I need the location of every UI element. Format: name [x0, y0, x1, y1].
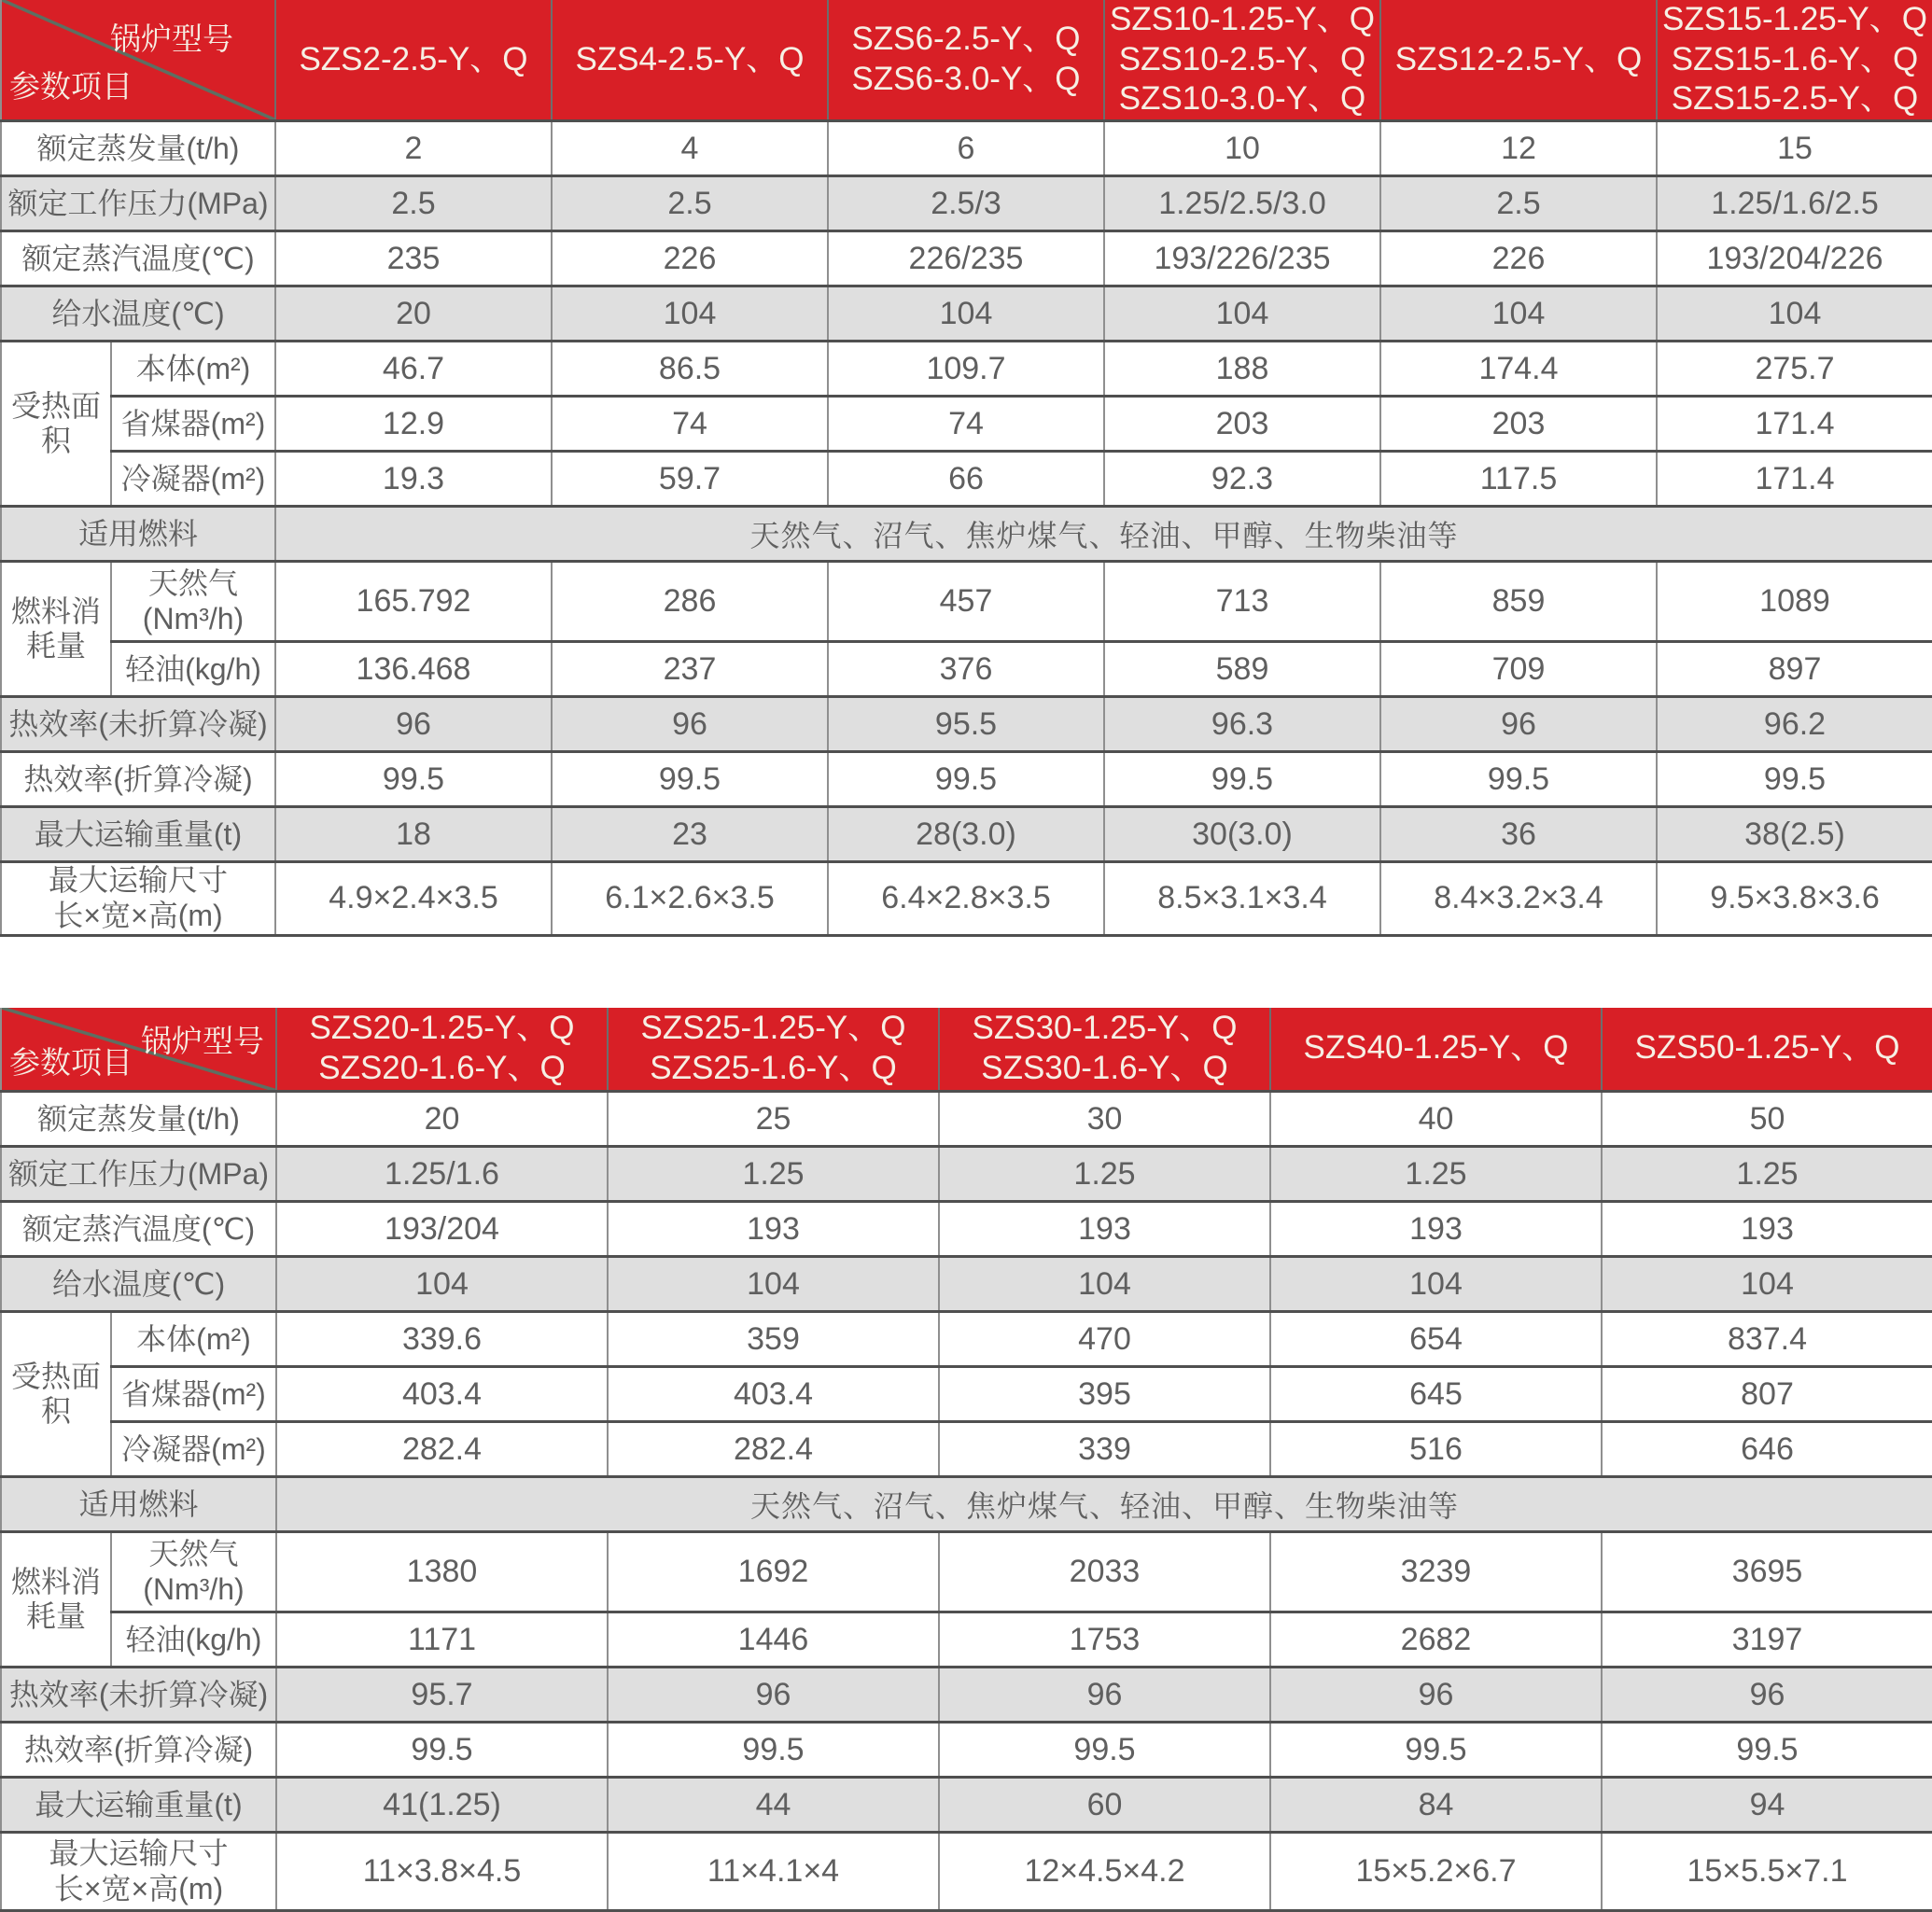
- param-label: [1, 1833, 276, 1911]
- value-cell: 136.468: [275, 642, 552, 697]
- sub-label: [111, 562, 275, 642]
- sub-label: [111, 1532, 276, 1612]
- value-cell: 20: [275, 286, 552, 342]
- value-cell: 8.5×3.1×3.4: [1104, 862, 1380, 936]
- group-label-fuel-consumption: 燃料消耗量: [1, 562, 111, 697]
- value-cell: 95.7: [276, 1668, 608, 1723]
- value-cell: 174.4: [1380, 342, 1657, 397]
- value-cell: 104: [276, 1257, 608, 1312]
- value-cell: 46.7: [275, 342, 552, 397]
- table1-header-row: [1, 0, 1932, 121]
- value-cell: 859: [1380, 562, 1657, 642]
- value-cell: 25: [608, 1092, 939, 1147]
- spec-table-szs20-szs50: [0, 1008, 1932, 1912]
- model-header-cell: [1602, 1008, 1932, 1092]
- value-cell: 403.4: [608, 1367, 939, 1422]
- model-header-cell: [552, 0, 828, 121]
- value-cell: 40: [1270, 1092, 1602, 1147]
- value-cell: 359: [608, 1312, 939, 1367]
- value-cell: 9.5×3.8×3.6: [1657, 862, 1932, 936]
- value-cell: 96: [1602, 1668, 1932, 1723]
- value-cell: 376: [828, 642, 1104, 697]
- param-label: 热效率(折算冷凝): [1, 752, 275, 807]
- value-cell: 1.25: [608, 1147, 939, 1202]
- value-cell: 171.4: [1657, 452, 1932, 507]
- row-rated-evaporation: [1, 121, 1932, 176]
- param-label: 额定蒸汽温度(℃): [1, 1202, 276, 1257]
- model-name: SZS40-1.25-Y、Q: [1303, 1029, 1569, 1067]
- value-cell: 1.25: [1270, 1147, 1602, 1202]
- value-cell: 104: [1657, 286, 1932, 342]
- group-label-heating-area: 受热面积: [1, 1312, 111, 1477]
- value-cell: 1.25/1.6/2.5: [1657, 176, 1932, 231]
- model-header-cell: [608, 1008, 939, 1092]
- value-cell: 99.5: [1270, 1723, 1602, 1778]
- model-header-cell: [828, 0, 1104, 121]
- sub-label-line: (Nm³/h): [142, 601, 245, 635]
- row-feedwater-temp: [1, 1257, 1932, 1312]
- value-cell: 96: [608, 1668, 939, 1723]
- value-cell: 6: [828, 121, 1104, 176]
- value-cell: 104: [552, 286, 828, 342]
- param-label: 热效率(未折算冷凝): [1, 1668, 276, 1723]
- value-cell: 59.7: [552, 452, 828, 507]
- table2-header-row: [1, 1008, 1932, 1092]
- param-label: [1, 862, 275, 936]
- spec-table-szs2-szs15: [0, 0, 1932, 937]
- value-cell: 11×4.1×4: [608, 1833, 939, 1911]
- param-label-line: 长×宽×高(m): [53, 1871, 224, 1905]
- value-cell: 654: [1270, 1312, 1602, 1367]
- param-label: 最大运输重量(t): [1, 807, 275, 862]
- value-cell: 8.4×3.2×3.4: [1380, 862, 1657, 936]
- param-label: 额定蒸汽温度(℃): [1, 231, 275, 286]
- value-cell: 1380: [276, 1532, 608, 1612]
- row-max-transport-size: [1, 862, 1932, 936]
- value-cell: 104: [1602, 1257, 1932, 1312]
- row-rated-steam-temp: [1, 231, 1932, 286]
- param-label: 热效率(未折算冷凝): [1, 697, 275, 752]
- value-cell: 645: [1270, 1367, 1602, 1422]
- value-cell: 60: [939, 1778, 1270, 1833]
- row-heating-area-condenser: [1, 1422, 1932, 1477]
- value-cell: 2033: [939, 1532, 1270, 1612]
- param-label: 额定蒸发量(t/h): [1, 121, 275, 176]
- model-name: SZS15-2.5-Y、Q: [1671, 80, 1919, 118]
- value-cell: 339: [939, 1422, 1270, 1477]
- model-name: SZS2-2.5-Y、Q: [299, 40, 528, 77]
- model-header-cell: [275, 0, 552, 121]
- sub-label: 轻油(kg/h): [111, 642, 275, 697]
- param-label: 最大运输重量(t): [1, 1778, 276, 1833]
- value-cell: 15×5.5×7.1: [1602, 1833, 1932, 1911]
- value-cell: 193/204: [276, 1202, 608, 1257]
- row-consumption-gas: [1, 562, 1932, 642]
- row-rated-steam-temp: [1, 1202, 1932, 1257]
- model-name: SZS10-3.0-Y、Q: [1118, 80, 1366, 118]
- value-cell: 1.25/2.5/3.0: [1104, 176, 1380, 231]
- value-cell: 96.2: [1657, 697, 1932, 752]
- row-max-transport-weight: [1, 1778, 1932, 1833]
- value-cell: 50: [1602, 1092, 1932, 1147]
- value-cell: 30: [939, 1092, 1270, 1147]
- value-cell: 282.4: [608, 1422, 939, 1477]
- value-cell: 2682: [1270, 1612, 1602, 1668]
- value-cell: 104: [608, 1257, 939, 1312]
- value-cell: 275.7: [1657, 342, 1932, 397]
- value-cell: 6.4×2.8×3.5: [828, 862, 1104, 936]
- group-label-fuel-consumption: 燃料消耗量: [1, 1532, 111, 1668]
- value-cell: 84: [1270, 1778, 1602, 1833]
- value-cell: 1753: [939, 1612, 1270, 1668]
- model-name: SZS15-1.25-Y、Q: [1662, 1, 1927, 37]
- value-cell: 395: [939, 1367, 1270, 1422]
- value-cell: 66: [828, 452, 1104, 507]
- sub-label-line: (Nm³/h): [143, 1571, 245, 1606]
- value-cell: 171.4: [1657, 397, 1932, 452]
- sub-label-line: 天然气: [147, 565, 238, 600]
- value-cell: 74: [552, 397, 828, 452]
- value-cell: 193/226/235: [1104, 231, 1380, 286]
- value-cell: 589: [1104, 642, 1380, 697]
- param-label-line: 最大运输尺寸: [48, 863, 228, 898]
- value-cell: 709: [1380, 642, 1657, 697]
- param-label: 给水温度(℃): [1, 1257, 276, 1312]
- value-cell: 99.5: [939, 1723, 1270, 1778]
- group-label-heating-area: 受热面积: [1, 342, 111, 507]
- corner-header-cell: [1, 1008, 276, 1092]
- value-cell: 99.5: [1380, 752, 1657, 807]
- value-cell: 713: [1104, 562, 1380, 642]
- sub-label: 省煤器(m²): [111, 397, 275, 452]
- value-cell: 104: [1104, 286, 1380, 342]
- value-cell: 99.5: [828, 752, 1104, 807]
- row-feedwater-temp: [1, 286, 1932, 342]
- row-heating-area-body: [1, 1312, 1932, 1367]
- value-cell: 807: [1602, 1367, 1932, 1422]
- value-cell: 28(3.0): [828, 807, 1104, 862]
- row-efficiency-raw: [1, 1668, 1932, 1723]
- model-name: SZS20-1.6-Y、Q: [318, 1049, 566, 1086]
- value-cell: 837.4: [1602, 1312, 1932, 1367]
- value-cell: 2.5: [275, 176, 552, 231]
- sub-label: 本体(m²): [111, 342, 275, 397]
- row-rated-pressure: [1, 176, 1932, 231]
- value-cell: 99.5: [608, 1723, 939, 1778]
- value-cell: 12: [1380, 121, 1657, 176]
- value-cell: 12.9: [275, 397, 552, 452]
- value-cell: 99.5: [1104, 752, 1380, 807]
- row-applicable-fuel: [1, 507, 1932, 562]
- value-cell: 95.5: [828, 697, 1104, 752]
- value-cell: 10: [1104, 121, 1380, 176]
- value-cell: 1.25/1.6: [276, 1147, 608, 1202]
- value-cell: 286: [552, 562, 828, 642]
- param-label-line: 长×宽×高(m): [53, 898, 223, 932]
- value-cell: 193: [608, 1202, 939, 1257]
- value-cell: 15×5.2×6.7: [1270, 1833, 1602, 1911]
- row-consumption-oil: [1, 642, 1932, 697]
- value-cell: 457: [828, 562, 1104, 642]
- value-cell: 2.5: [1380, 176, 1657, 231]
- value-cell: 11×3.8×4.5: [276, 1833, 608, 1911]
- fuel-value: 天然气、沼气、焦炉煤气、轻油、甲醇、生物柴油等: [275, 507, 1932, 562]
- value-cell: 23: [552, 807, 828, 862]
- model-name: SZS10-1.25-Y、Q: [1110, 1, 1375, 37]
- row-max-transport-size: [1, 1833, 1932, 1911]
- value-cell: 4.9×2.4×3.5: [275, 862, 552, 936]
- value-cell: 3197: [1602, 1612, 1932, 1668]
- row-efficiency-raw: [1, 697, 1932, 752]
- value-cell: 99.5: [275, 752, 552, 807]
- corner-param-label: 参数项目: [9, 69, 133, 105]
- row-efficiency-condensing: [1, 752, 1932, 807]
- value-cell: 30(3.0): [1104, 807, 1380, 862]
- corner-header-cell: [1, 0, 275, 121]
- value-cell: 203: [1380, 397, 1657, 452]
- value-cell: 282.4: [276, 1422, 608, 1477]
- corner-model-label: 锅炉型号: [141, 1023, 264, 1058]
- value-cell: 6.1×2.6×3.5: [552, 862, 828, 936]
- value-cell: 96: [939, 1668, 1270, 1723]
- value-cell: 3239: [1270, 1532, 1602, 1612]
- value-cell: 193: [939, 1202, 1270, 1257]
- value-cell: 74: [828, 397, 1104, 452]
- model-name: SZS30-1.25-Y、Q: [972, 1010, 1238, 1047]
- value-cell: 235: [275, 231, 552, 286]
- value-cell: 109.7: [828, 342, 1104, 397]
- value-cell: 2: [275, 121, 552, 176]
- sub-label: 本体(m²): [111, 1312, 276, 1367]
- param-label: 适用燃料: [1, 507, 275, 562]
- value-cell: 2.5/3: [828, 176, 1104, 231]
- param-label: 热效率(折算冷凝): [1, 1723, 276, 1778]
- value-cell: 36: [1380, 807, 1657, 862]
- corner-param-label: 参数项目: [9, 1045, 133, 1081]
- value-cell: 86.5: [552, 342, 828, 397]
- param-label-line: 最大运输尺寸: [49, 1835, 229, 1870]
- value-cell: 96: [552, 697, 828, 752]
- model-name: SZS6-2.5-Y、Q: [851, 21, 1081, 58]
- value-cell: 99.5: [1602, 1723, 1932, 1778]
- model-name: SZS4-2.5-Y、Q: [575, 40, 805, 77]
- row-consumption-oil: [1, 1612, 1932, 1668]
- model-name: SZS15-1.6-Y、Q: [1671, 40, 1919, 77]
- value-cell: 99.5: [1657, 752, 1932, 807]
- value-cell: 96.3: [1104, 697, 1380, 752]
- value-cell: 226: [552, 231, 828, 286]
- model-name: SZS10-2.5-Y、Q: [1118, 40, 1366, 77]
- param-label: 额定工作压力(MPa): [1, 176, 275, 231]
- model-name: SZS30-1.6-Y、Q: [981, 1049, 1228, 1086]
- param-label: 额定工作压力(MPa): [1, 1147, 276, 1202]
- value-cell: 96: [1270, 1668, 1602, 1723]
- value-cell: 15: [1657, 121, 1932, 176]
- value-cell: 1692: [608, 1532, 939, 1612]
- model-name: SZS6-3.0-Y、Q: [851, 61, 1081, 98]
- model-header-cell: [1104, 0, 1380, 121]
- sub-label: 轻油(kg/h): [111, 1612, 276, 1668]
- model-name: SZS20-1.25-Y、Q: [309, 1010, 575, 1047]
- value-cell: 188: [1104, 342, 1380, 397]
- value-cell: 18: [275, 807, 552, 862]
- value-cell: 226: [1380, 231, 1657, 286]
- model-name: SZS12-2.5-Y、Q: [1394, 40, 1643, 77]
- row-heating-area-economizer: [1, 397, 1932, 452]
- fuel-value: 天然气、沼气、焦炉煤气、轻油、甲醇、生物柴油等: [276, 1477, 1932, 1532]
- value-cell: 99.5: [276, 1723, 608, 1778]
- value-cell: 19.3: [275, 452, 552, 507]
- row-rated-pressure: [1, 1147, 1932, 1202]
- value-cell: 193/204/226: [1657, 231, 1932, 286]
- value-cell: 193: [1270, 1202, 1602, 1257]
- value-cell: 104: [939, 1257, 1270, 1312]
- sub-label: 冷凝器(m²): [111, 1422, 276, 1477]
- model-header-cell: [1270, 1008, 1602, 1092]
- value-cell: 104: [1270, 1257, 1602, 1312]
- value-cell: 403.4: [276, 1367, 608, 1422]
- model-header-cell: [1380, 0, 1657, 121]
- row-rated-evaporation: [1, 1092, 1932, 1147]
- value-cell: 117.5: [1380, 452, 1657, 507]
- value-cell: 94: [1602, 1778, 1932, 1833]
- value-cell: 237: [552, 642, 828, 697]
- value-cell: 2.5: [552, 176, 828, 231]
- row-max-transport-weight: [1, 807, 1932, 862]
- value-cell: 96: [1380, 697, 1657, 752]
- value-cell: 646: [1602, 1422, 1932, 1477]
- value-cell: 1.25: [939, 1147, 1270, 1202]
- value-cell: 38(2.5): [1657, 807, 1932, 862]
- value-cell: 1171: [276, 1612, 608, 1668]
- value-cell: 165.792: [275, 562, 552, 642]
- param-label: 给水温度(℃): [1, 286, 275, 342]
- model-name: SZS25-1.25-Y、Q: [640, 1010, 906, 1047]
- sub-label: 省煤器(m²): [111, 1367, 276, 1422]
- model-header-cell: [939, 1008, 1270, 1092]
- value-cell: 203: [1104, 397, 1380, 452]
- value-cell: 193: [1602, 1202, 1932, 1257]
- param-label: 额定蒸发量(t/h): [1, 1092, 276, 1147]
- model-header-cell: [1657, 0, 1932, 121]
- value-cell: 897: [1657, 642, 1932, 697]
- value-cell: 516: [1270, 1422, 1602, 1477]
- value-cell: 3695: [1602, 1532, 1932, 1612]
- value-cell: 470: [939, 1312, 1270, 1367]
- value-cell: 226/235: [828, 231, 1104, 286]
- value-cell: 1446: [608, 1612, 939, 1668]
- value-cell: 96: [275, 697, 552, 752]
- row-applicable-fuel: [1, 1477, 1932, 1532]
- row-consumption-gas: [1, 1532, 1932, 1612]
- sub-label-line: 天然气: [148, 1536, 239, 1570]
- row-heating-area-economizer: [1, 1367, 1932, 1422]
- value-cell: 4: [552, 121, 828, 176]
- param-label: 适用燃料: [1, 1477, 276, 1532]
- model-name: SZS25-1.6-Y、Q: [650, 1049, 897, 1086]
- value-cell: 12×4.5×4.2: [939, 1833, 1270, 1911]
- corner-model-label: 锅炉型号: [110, 21, 233, 56]
- sub-label: 冷凝器(m²): [111, 452, 275, 507]
- value-cell: 99.5: [552, 752, 828, 807]
- value-cell: 41(1.25): [276, 1778, 608, 1833]
- value-cell: 104: [1380, 286, 1657, 342]
- model-header-cell: [276, 1008, 608, 1092]
- row-heating-area-body: [1, 342, 1932, 397]
- value-cell: 20: [276, 1092, 608, 1147]
- value-cell: 339.6: [276, 1312, 608, 1367]
- value-cell: 44: [608, 1778, 939, 1833]
- model-name: SZS50-1.25-Y、Q: [1634, 1029, 1900, 1067]
- row-heating-area-condenser: [1, 452, 1932, 507]
- row-efficiency-condensing: [1, 1723, 1932, 1778]
- value-cell: 92.3: [1104, 452, 1380, 507]
- value-cell: 104: [828, 286, 1104, 342]
- value-cell: 1089: [1657, 562, 1932, 642]
- value-cell: 1.25: [1602, 1147, 1932, 1202]
